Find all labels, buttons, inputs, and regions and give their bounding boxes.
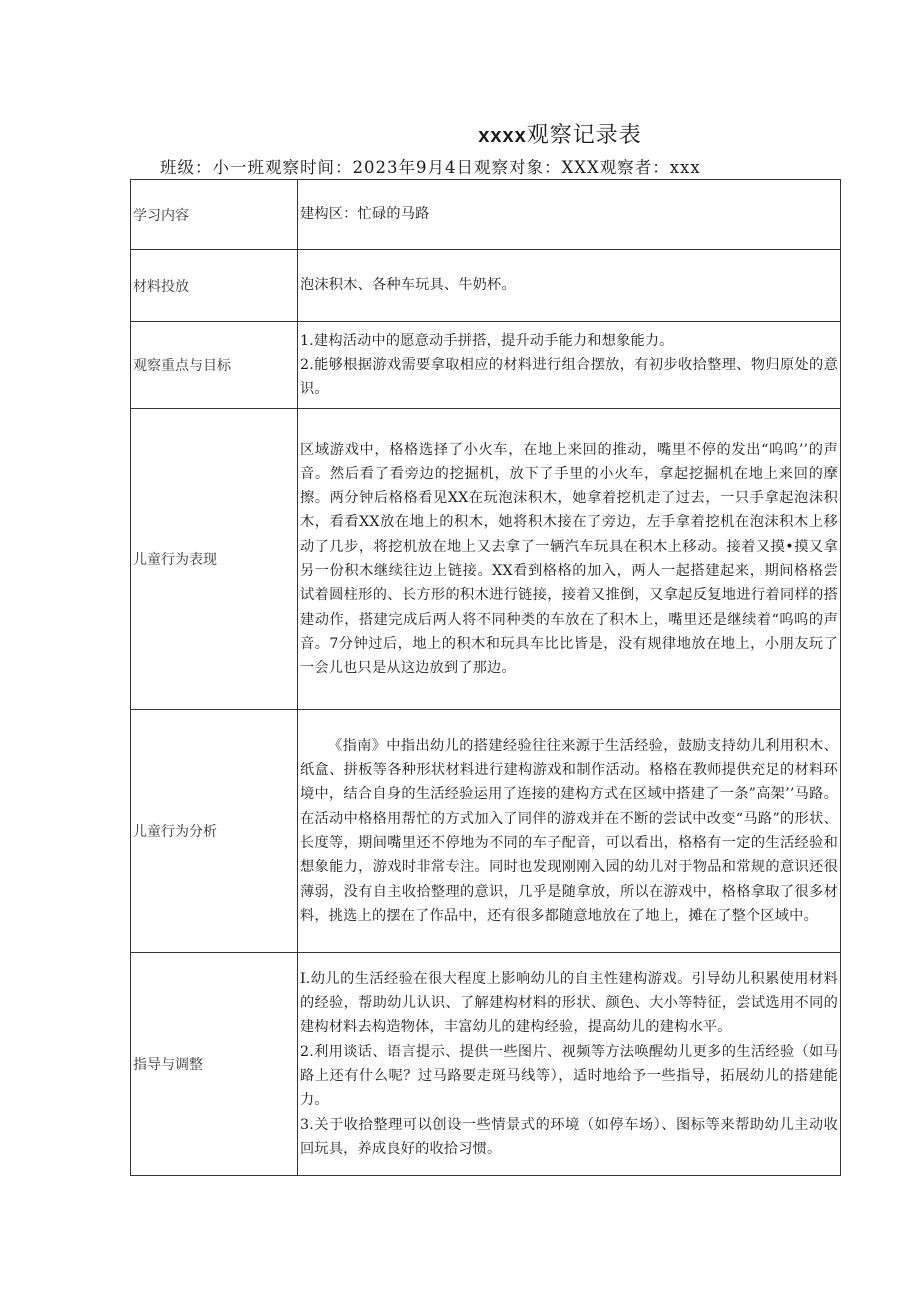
row-label: 指导与调整 xyxy=(131,953,298,1176)
content-paragraph: 2.利用谈话、语言提示、提供一些图片、视频等方法唤醒幼儿更多的生活经验（如马路上还有什么呢？过马路要走斑马线等），适时地给予一些指导，拓展幼儿的搭建能力。 xyxy=(300,1043,838,1109)
row-content xyxy=(298,710,841,953)
content-paragraph: 《指南》中指出幼儿的搭建经验往往来源于生活经验，鼓励支持幼儿利用积木、纸盒、拼板等各种形状材料进行建构游戏和制作活动。格格在教师提供充足的材料环境中，结合自身的生活经验运用了连接的建构方式在区域中搭建了一条”高架’’马路。在活动中格格用帮忙的方式加入了同伴的游戏并在不断的尝试中改变“马路”的形状、长度等，期间嘴里还不停地为不同的车子配音，可以看出，格格有一定的生活经验和想象能力，游戏时非常专注。同时也发现刚刚入园的幼儿对于物品和常规的意识还很薄弱，没有自主收拾整理的意识，几乎是随拿放，所以在游戏中，格格拿取了很多材料，挑选上的摆在了作品中，还有很多都随意地放在了地上，摊在了整个区域中。 xyxy=(300,737,838,924)
observation-record-table xyxy=(130,179,841,1176)
content-paragraph: 建构区：忙碌的马路 xyxy=(300,206,430,223)
content-paragraph: I.幼儿的生活经验在很大程度上影响幼儿的自主性建构游戏。引导幼儿积累使用材料的经验，帮助幼儿认识、了解建构材料的形状、颜色、大小等特征，尝试选用不同的建构材料去构造物体，丰富幼儿的建构经验，提高幼儿的建构水平。 xyxy=(300,970,838,1036)
table-row-observation-goals xyxy=(131,322,841,409)
content-paragraph: 1.建构活动中的愿意动手拼搭，提升动手能力和想象能力。 xyxy=(300,332,674,349)
table-row-child-behavior xyxy=(131,409,841,710)
row-content xyxy=(298,409,841,710)
row-content xyxy=(298,250,841,322)
table-row-behavior-analysis xyxy=(131,710,841,953)
content-paragraph: 区域游戏中，格格选择了小火车，在地上来回的推动，嘴里不停的发出“呜呜’’的声音。然后看了看旁边的挖掘机，放下了手里的小火车，拿起挖掘机在地上来回的摩擦。两分钟后格格看见XX在玩泡沫积木，她拿着挖机走了过去，一只手拿起泡沫积木，看看XX放在地上的积木，她将积木接在了旁边，左手拿着挖机在泡沫积木上移动了几步，将挖机放在地上又去拿了一辆汽车玩具在积木上移动。接着又摸•摸又拿另一份积木继续往边上链接。XX看到格格的加入，两人一起搭建起来，期间格格尝试着圆柱形的、长方形的积木进行链接，接着又推倒，又拿起反复地进行着同样的搭建动作，搭建完成后两人将不同种类的车放在了积木上，嘴里还是继续着“呜呜的声音。7分钟过后，地上的积木和玩具车比比皆是，没有规律地放在地上，小朋友玩了一会儿也只是从这边放到了那边。 xyxy=(300,441,838,677)
row-content xyxy=(298,322,841,409)
page-title xyxy=(0,118,920,149)
title-text: 观察记录表 xyxy=(526,123,642,148)
row-label: 儿童行为表现 xyxy=(131,409,298,710)
row-content xyxy=(298,953,841,1176)
row-label: 学习内容 xyxy=(131,180,298,250)
content-paragraph: 3.关于收拾整理可以创设一些情景式的环境（如停车场）、图标等来帮助幼儿主动收回玩具，养成良好的收拾习惯。 xyxy=(300,1116,838,1157)
row-label: 材料投放 xyxy=(131,250,298,322)
row-label: 观察重点与目标 xyxy=(131,322,298,409)
observation-meta-line: 班级：小一班观察时间：2023年9月4日观察对象：XXX观察者：xxx xyxy=(160,158,701,177)
table-row-learning-content xyxy=(131,180,841,250)
row-label: 儿童行为分析 xyxy=(131,710,298,953)
table-row-materials xyxy=(131,250,841,322)
table-row-guidance xyxy=(131,953,841,1176)
content-paragraph: 2.能够根据游戏需要拿取相应的材料进行组合摆放，有初步收拾整理、物归原处的意识。 xyxy=(300,356,838,398)
content-paragraph: 泡沫积木、各种车玩具、牛奶杯。 xyxy=(300,277,516,294)
row-content xyxy=(298,180,841,250)
title-code: xxxx xyxy=(478,125,527,147)
